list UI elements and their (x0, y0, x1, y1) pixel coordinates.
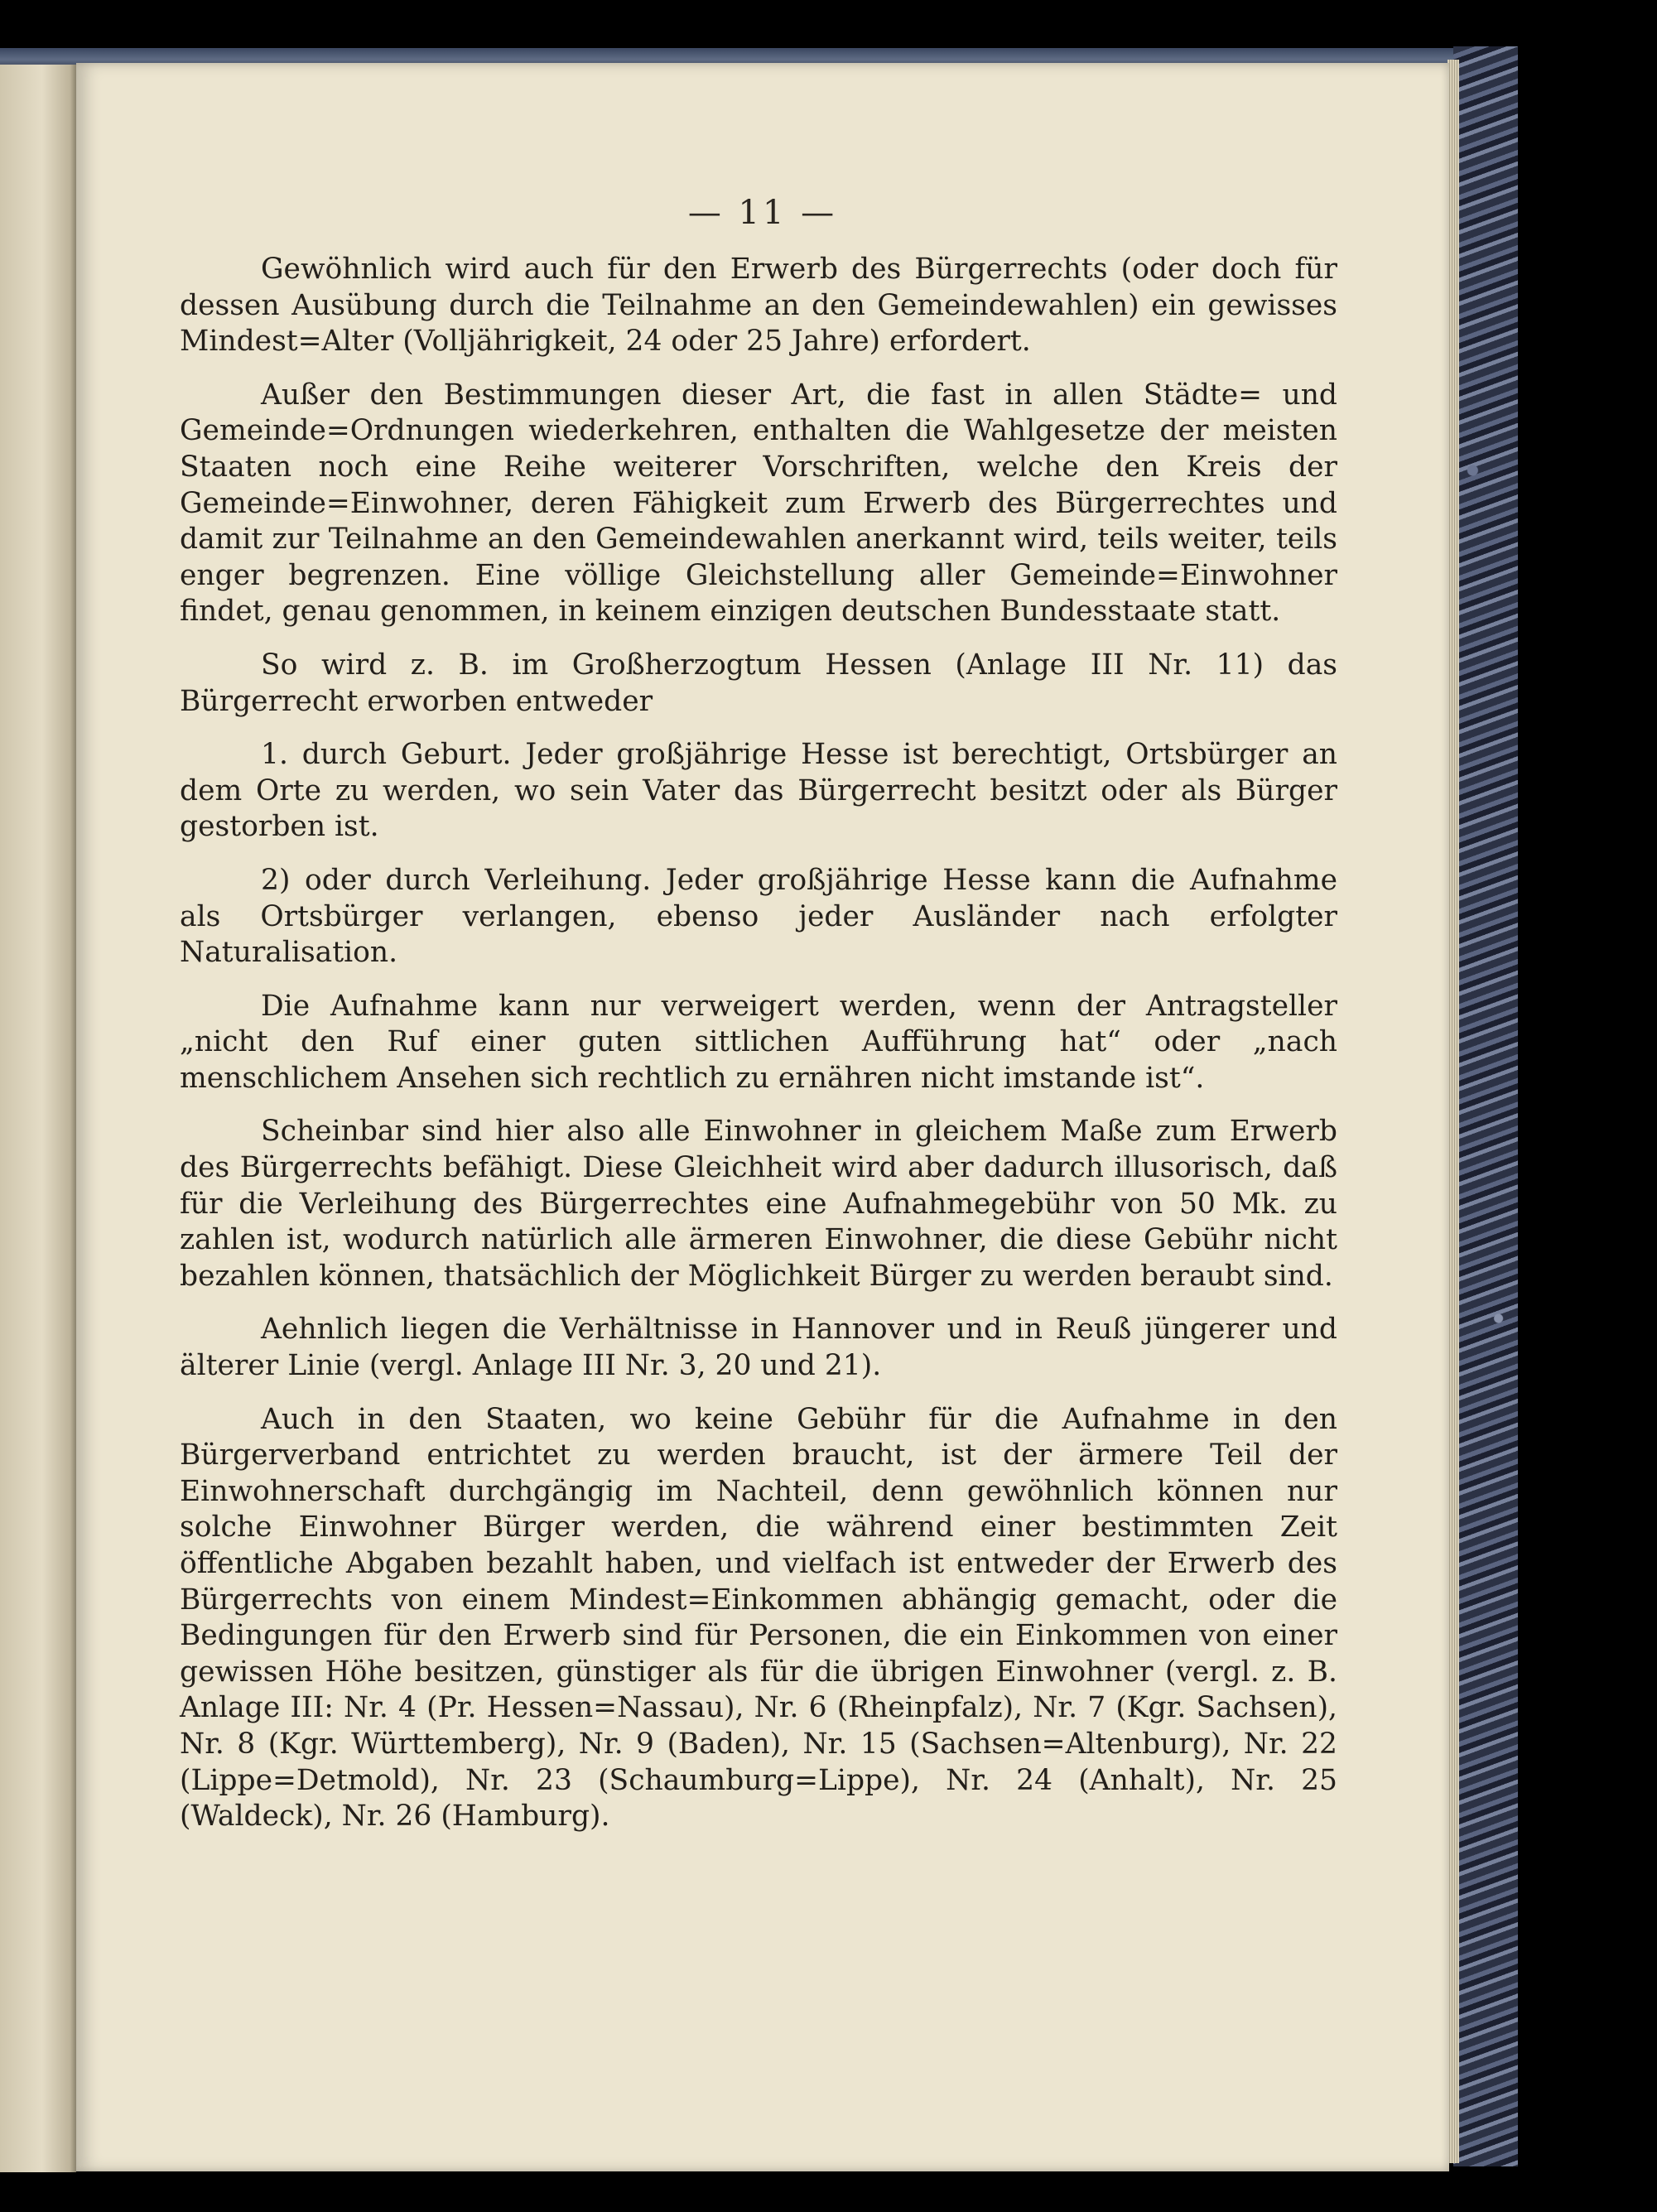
paragraph: So wird z. B. im Großherzogtum Hessen (Anlage III Nr. 11) das Bürgerrecht erworben entweder (180, 648, 1337, 718)
paragraph: Aehnlich liegen die Verhältnisse in Hannover und in Reuß jüngerer und älterer Linie (vergl. Anlage III Nr. 3, 20 und 21). (180, 1313, 1337, 1383)
page-number: — 11 — (687, 194, 838, 232)
paragraph: Gewöhnlich wird auch für den Erwerb des Bürgerrechts (oder doch für dessen Ausübung durch die Teilnahme an den Gemeindewahlen) ein gewisses Mindest=Alter (Volljährigkeit, 24 oder 25 Jahre) erfordert. (180, 253, 1337, 359)
book-page (76, 63, 1449, 2171)
paragraph: Scheinbar sind hier also alle Einwohner in gleichem Maße zum Erwerb des Bürgerrechts befähigt. Diese Gleichheit wird aber dadurch illusorisch, daß für die Verleihung des Bürgerrechtes eine Aufnahmegebühr von 50 Mk. zu zahlen ist, wodurch natürlich alle ärmeren Einwohner, die diese Gebühr nicht bezahlen können, thatsächlich der Möglichkeit Bürger zu werden beraubt sind. (180, 1115, 1337, 1293)
page-block-edges (1447, 60, 1459, 2163)
marbled-cover-edge (1453, 46, 1518, 2166)
body-text (180, 252, 1337, 1853)
numbered-paragraph: 2) oder durch Verleihung. Jeder großjährige Hesse kann die Aufnahme als Ortsbürger verlangen, ebenso jeder Ausländer nach erfolgter Naturalisation. (180, 863, 1337, 970)
paragraph: Die Aufnahme kann nur verweigert werden, wenn der Antragsteller „nicht den Ruf einer guten sittlichen Aufführung hat“ oder „nach menschlichem Ansehen sich rechtlich zu ernähren nicht imstande ist“. (180, 989, 1337, 1095)
numbered-paragraph: 1. durch Geburt. Jeder großjährige Hesse ist berechtigt, Ortsbürger an dem Orte zu werden, wo sein Vater das Bürgerrecht besitzt oder als Bürger gestorben ist. (180, 738, 1337, 844)
paragraph: Auch in den Staaten, wo keine Gebühr für die Aufnahme in den Bürgerverband entrichtet zu werden braucht, ist der ärmere Teil der Einwohnerschaft durchgängig im Nachteil, denn gewöhnlich können nur solche Einwohner Bürger werden, die während einer bestimmten Zeit öffentliche Abgaben bezahlt haben, und vielfach ist entweder der Erwerb des Bürgerrechts von einem Mindest=Einkommen abhängig gemacht, oder die Bedingungen für den Erwerb sind für Personen, die ein Einkommen von einer gewissen Höhe besitzen, günstiger als für die übrigen Einwohner (vergl. z. B. Anlage III: Nr. 4 (Pr. Hessen=Nassau), Nr. 6 (Rheinpfalz), Nr. 7 (Kgr. Sachsen), Nr. 8 (Kgr. Württemberg), Nr. 9 (Baden), Nr. 15 (Sachsen=Altenburg), Nr. 22 (Lippe=Detmold), Nr. 23 (Schaumburg=Lippe), Nr. 24 (Anhalt), Nr. 25 (Waldeck), Nr. 26 (Hamburg). (180, 1402, 1337, 1834)
previous-page-edge (0, 65, 76, 2172)
scan-bottom-border (0, 2183, 1657, 2212)
paragraph: Außer den Bestimmungen dieser Art, die fast in allen Städte= und Gemeinde=Ordnungen wiederkehren, enthalten die Wahlgesetze der meisten Staaten noch eine Reihe weiterer Vorschriften, welche den Kreis der Gemeinde=Einwohner, deren Fähigkeit zum Erwerb des Bürgerrechtes und damit zur Teilnahme an den Gemeindewahlen anerkannt wird, teils weiter, teils enger begrenzen. Eine völlige Gleichstellung aller Gemeinde=Einwohner findet, genau genommen, in keinem einzigen deutschen Bundesstaate statt. (180, 378, 1337, 629)
